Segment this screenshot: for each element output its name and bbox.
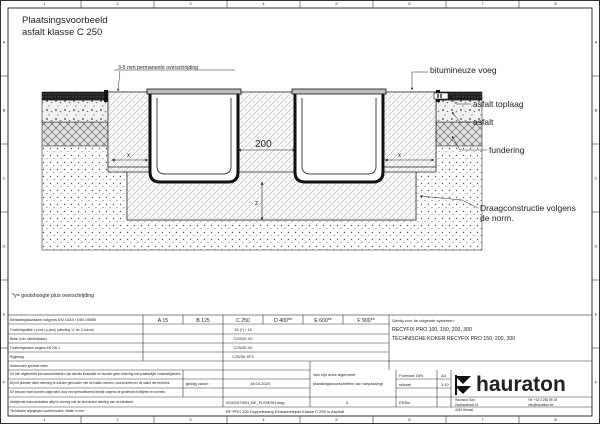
haunch-middle xyxy=(236,92,297,180)
grid-number-top: 6 xyxy=(408,1,411,6)
grid-letter-right: D xyxy=(594,243,598,249)
grating-left xyxy=(147,89,241,94)
c250-foundation: C25/30 X0 xyxy=(233,345,253,350)
haunch-left xyxy=(108,92,152,167)
grid-number-top: 4 xyxy=(262,1,265,6)
description-line-1: Van zijn onze algemene xyxy=(313,372,356,377)
note-5: Technische wijzigingen voorbehouden. Maten in mm. xyxy=(10,409,85,413)
grid-number-top: 1 xyxy=(43,1,46,6)
grid-letter-right: E xyxy=(594,311,598,317)
norm-label: Belastingsklassen volgens EN 1433 / DIN 19580 xyxy=(10,317,97,322)
grid-number-bottom: 7 xyxy=(481,417,484,422)
grid-letter-left: F xyxy=(2,379,6,385)
channel-right xyxy=(295,92,383,182)
label-support-1: Draagconstructie volgens xyxy=(480,203,576,213)
class-a15: A 15 xyxy=(157,318,169,324)
brand-name: hauraton xyxy=(476,373,566,396)
grid-number-top: 3 xyxy=(189,1,192,6)
c250-thickness: 15 (*) / 15 xyxy=(234,327,252,332)
grid-letter-left: E xyxy=(2,311,6,317)
brand-address-1: Hauraton Sarl xyxy=(455,398,475,402)
grid-number-top: 2 xyxy=(116,1,119,6)
grid-letter-right: B xyxy=(594,107,598,113)
grid-letter-right: C xyxy=(594,175,598,181)
title-line-1: Plaatsingsvoorbeeld xyxy=(22,15,108,26)
valid-line-1: RECYFIX PRO 100, 150, 200, 300 xyxy=(392,327,472,333)
valid-since-date: 18.04.2024 xyxy=(250,381,271,386)
class-e600: E 600** xyxy=(314,318,332,324)
c250-concrete: C20/25 X0 xyxy=(233,336,253,341)
grid-number-bottom: 1 xyxy=(43,417,46,422)
grid-letter-left: A xyxy=(2,39,6,45)
unit-value: EEBm xyxy=(399,400,411,405)
brand-contact-2: info@hauraton.be xyxy=(528,403,554,407)
bitumen-joint-left xyxy=(104,90,108,102)
valid-line-2: TECHNISCHE KOKER RECYFIX PRO 150, 200, 300 xyxy=(392,336,516,342)
row-label-special: Aanbevolen speciale eisen xyxy=(10,364,48,368)
note-4: Afwijkende inbouwsituaties altijd in overleg met de technische afdeling van de fabrikant. xyxy=(10,400,134,404)
grid-number-bottom: 8 xyxy=(554,417,557,422)
row-label-foundation: Funderingsbeton volgens EN 206-1 xyxy=(10,346,61,350)
grid-number-bottom: 6 xyxy=(408,417,411,422)
grating-right xyxy=(292,89,386,94)
grid-number-bottom: 3 xyxy=(189,417,192,422)
dim-x-left: x xyxy=(127,153,130,159)
note-3: De inbouw moet worden uitgevoerd door een gekwalificeerd bedrijf volgens de geldende richtlijnen en normen. xyxy=(10,390,166,394)
footnote: *y= gootshoogte plus overschrijding xyxy=(12,293,95,299)
grid-number-top: 5 xyxy=(335,1,338,6)
scale-label: schaal xyxy=(399,382,411,387)
channel-left xyxy=(150,92,238,182)
cross-section xyxy=(42,89,482,250)
grid-number-bottom: 2 xyxy=(116,417,119,422)
note-2: Bij het plannen dient rekening te worden gehouden met de lokale normen, voorschriften en de stand der techniek. xyxy=(10,381,171,385)
bottom-title: RF PRO 200 Doppelstrang Einbaubeispiel Klasse C 250 in Asphalt xyxy=(226,409,345,414)
label-bitumen: bitumineuze voeg xyxy=(430,65,497,75)
dim-z: z xyxy=(255,201,258,207)
row-label-thickness: Funderingsdikte x (mm) / y (mm) (afmeting "z" zie C-kolom) xyxy=(10,328,94,332)
class-f900: F 900** xyxy=(357,318,375,324)
description-line-2: plaatsingsvoorschriften van toepassing! xyxy=(313,381,384,386)
grid-letter-left: B xyxy=(2,107,6,113)
grid-number-top: 8 xyxy=(554,1,557,6)
valid-title: Geldig voor de volgende systemen: xyxy=(392,318,455,323)
label-asphalt: asfalt xyxy=(473,117,494,127)
label-asphalt-top: asfalt toplaag xyxy=(473,99,524,109)
brand-contact-1: Tel: +32 4 256 95 18 xyxy=(528,398,557,402)
revision: 0 xyxy=(346,400,349,405)
note-1: De hier afgebeelde inbouwvoorbeelden zijn slechts illustratief en houden geen rekening met plaatselijke omstandigheden. xyxy=(10,372,182,376)
valid-since-label: geldig vanaf: xyxy=(186,381,209,386)
c250-driving: C25/30 XF3 xyxy=(232,354,254,359)
brand-address-3: 4040 Herstal xyxy=(455,408,474,412)
format-label: Formaat: DIN xyxy=(399,373,424,378)
grid-letter-right: F xyxy=(594,379,598,385)
row-label-driving: Rijgedrag xyxy=(10,355,24,359)
class-b125: B 125 xyxy=(196,318,210,324)
dim-x-right: x xyxy=(398,153,401,159)
haunch-right xyxy=(378,92,436,167)
doc-number: 000015790H_BE_FLEMISH.dwg xyxy=(226,400,285,405)
grid-letter-right: A xyxy=(594,39,598,45)
class-d400: D 400** xyxy=(274,318,292,324)
dim-width: 200 xyxy=(255,139,272,150)
scale-value: 1:10 xyxy=(441,382,449,387)
label-overshoot: 3-5 mm permanente overschrijding xyxy=(118,65,199,71)
class-c250: C 250 xyxy=(236,318,250,324)
label-foundation: fundering xyxy=(489,145,525,155)
grid-number-bottom: 4 xyxy=(262,417,265,422)
grid-number-bottom: 5 xyxy=(335,417,338,422)
grid-number-top: 7 xyxy=(481,1,484,6)
grid-letter-left: C xyxy=(2,175,6,181)
format-value: A4 xyxy=(441,373,446,378)
title-line-2: asfalt klasse C 250 xyxy=(22,27,103,38)
row-label-concrete: Beton (min. sterkteklasse) xyxy=(10,337,47,341)
grid-letter-left: D xyxy=(2,243,6,249)
label-support-2: de norm. xyxy=(480,213,514,223)
brand-address-2: Zwaluwstraat 24 xyxy=(455,403,479,407)
